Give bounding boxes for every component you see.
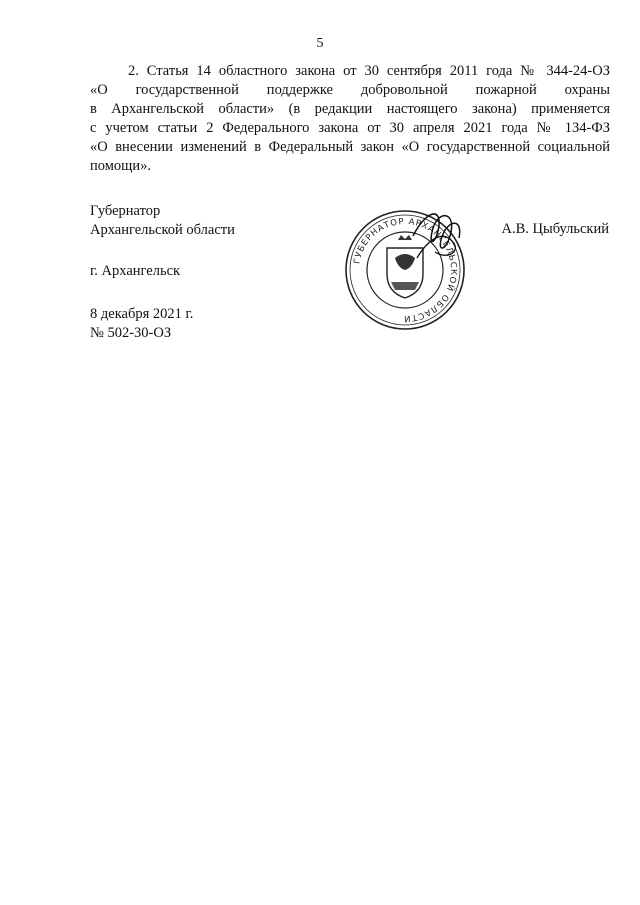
document-number: № 502-30-ОЗ: [90, 325, 172, 341]
seal-ring-textpath: ГУБЕРНАТОР АРХАНГЕЛЬСКОЙ ОБЛАСТИ: [352, 216, 459, 324]
article-line: в Архангельской области» (в редакции настоящего закона) применяется: [90, 101, 610, 117]
document-date: 8 декабря 2021 г.: [90, 306, 194, 322]
page-number: 5: [316, 36, 324, 51]
article-line: «О государственной поддержке добровольной пожарной охраны: [90, 82, 610, 98]
article-line: «О внесении изменений в Федеральный закон «О государственной социальной: [90, 139, 610, 155]
seal-ring-text: [352, 217, 458, 323]
signatory-name: А.В. Цыбульский: [501, 221, 609, 237]
article-line: 2. Статья 14 областного закона от 30 сентября 2011 года № 344-24-ОЗ: [128, 63, 610, 79]
official-seal-icon: [343, 208, 467, 332]
article-paragraph: [90, 62, 610, 176]
signatory-title: [90, 202, 235, 240]
signatory-title-line: Губернатор: [90, 203, 161, 219]
article-line: с учетом статьи 2 Федерального закона от 30 апреля 2021 года № 134-ФЗ: [90, 120, 610, 136]
place-of-signing: г. Архангельск: [90, 263, 181, 279]
article-line: помощи».: [90, 158, 151, 174]
signatory-title-line: Архангельской области: [90, 222, 235, 238]
document-date-block: [90, 305, 193, 343]
